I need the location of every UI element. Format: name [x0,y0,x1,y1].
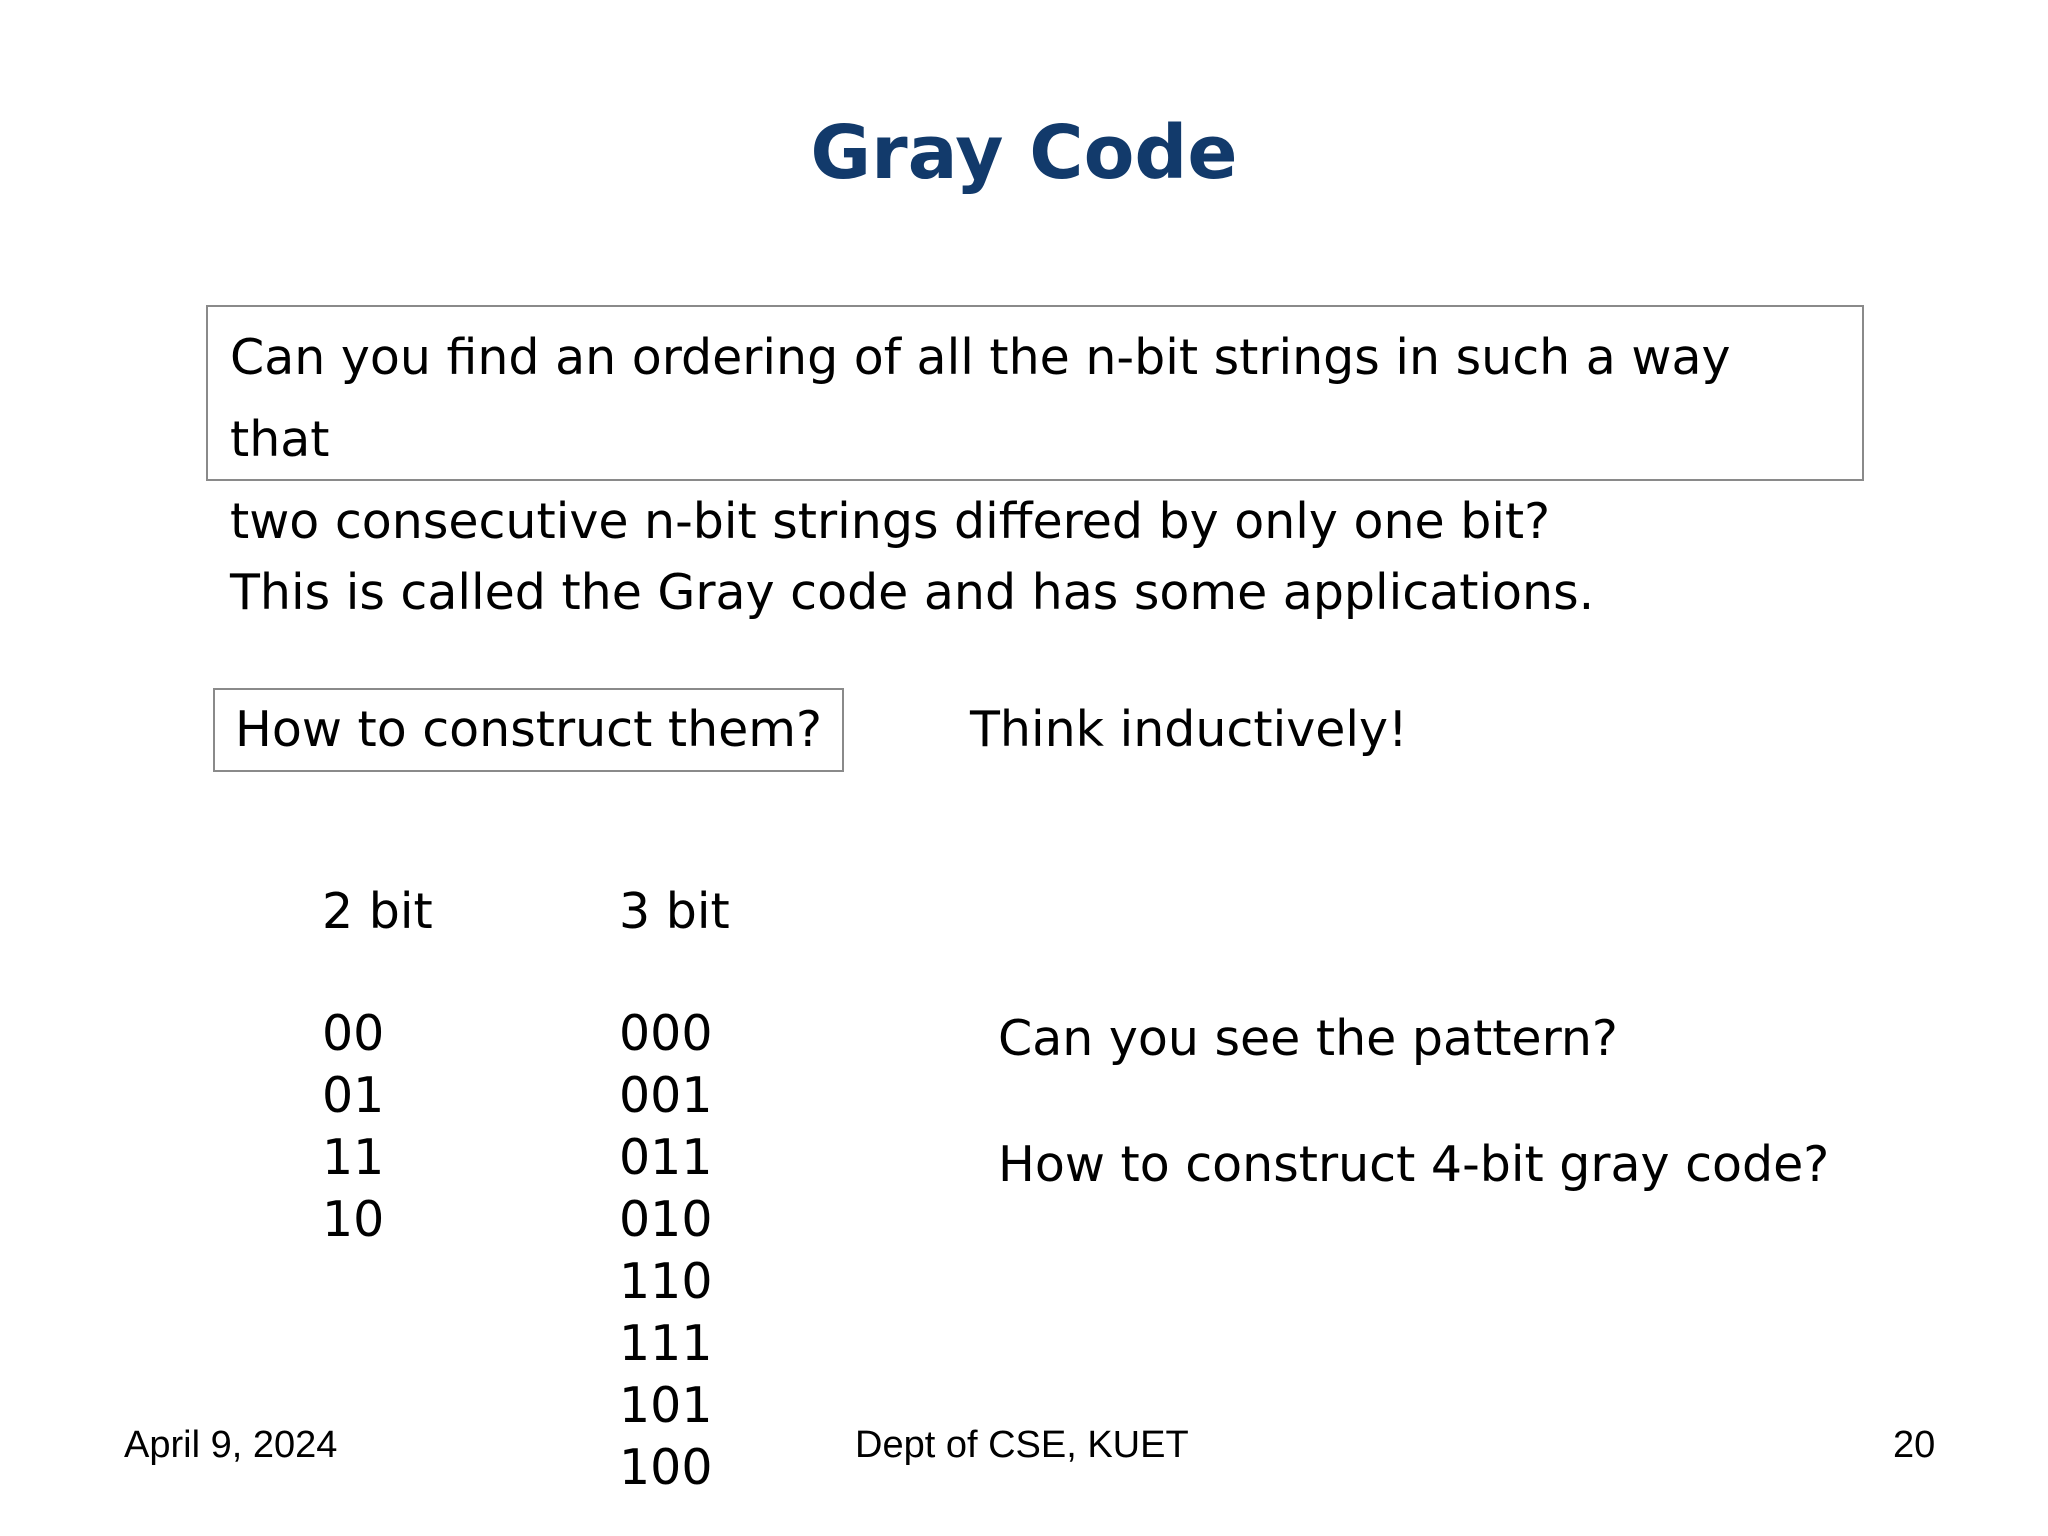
three-bit-code: 111 [619,1315,713,1372]
three-bit-code: 101 [619,1377,713,1434]
three-bit-code-list [619,1003,713,1499]
footer-page-number: 20 [1893,1424,1936,1466]
two-bit-header: 2 bit [322,883,433,940]
gray-code-statement: This is called the Gray code and has some applications. [230,564,1595,621]
question-box [206,305,1864,550]
footer-dept: Dept of CSE, KUET [855,1424,1189,1466]
think-inductively-text: Think inductively! [970,701,1408,758]
three-bit-code: 000 [619,1005,713,1062]
two-bit-code: 00 [322,1005,385,1062]
three-bit-code: 100 [619,1439,713,1496]
two-bit-code-list [322,1003,384,1251]
construct-question: How to construct 4-bit gray code? [998,1136,1830,1193]
two-bit-code: 11 [322,1129,385,1186]
question-line-1: Can you find an ordering of all the n-bit strings in such a way that [230,329,1731,468]
footer-date: April 9, 2024 [124,1424,338,1466]
three-bit-code: 110 [619,1253,713,1310]
how-to-construct-box: How to construct them? [213,688,844,772]
question-line-2: two consecutive n-bit strings differed by only one bit? [230,493,1551,550]
pattern-question: Can you see the pattern? [998,1010,1618,1067]
three-bit-code: 010 [619,1191,713,1248]
two-bit-code: 01 [322,1067,385,1124]
three-bit-code: 001 [619,1067,713,1124]
three-bit-header: 3 bit [619,883,730,940]
two-bit-code: 10 [322,1191,385,1248]
slide-title: Gray Code [810,110,1238,196]
three-bit-code: 011 [619,1129,713,1186]
